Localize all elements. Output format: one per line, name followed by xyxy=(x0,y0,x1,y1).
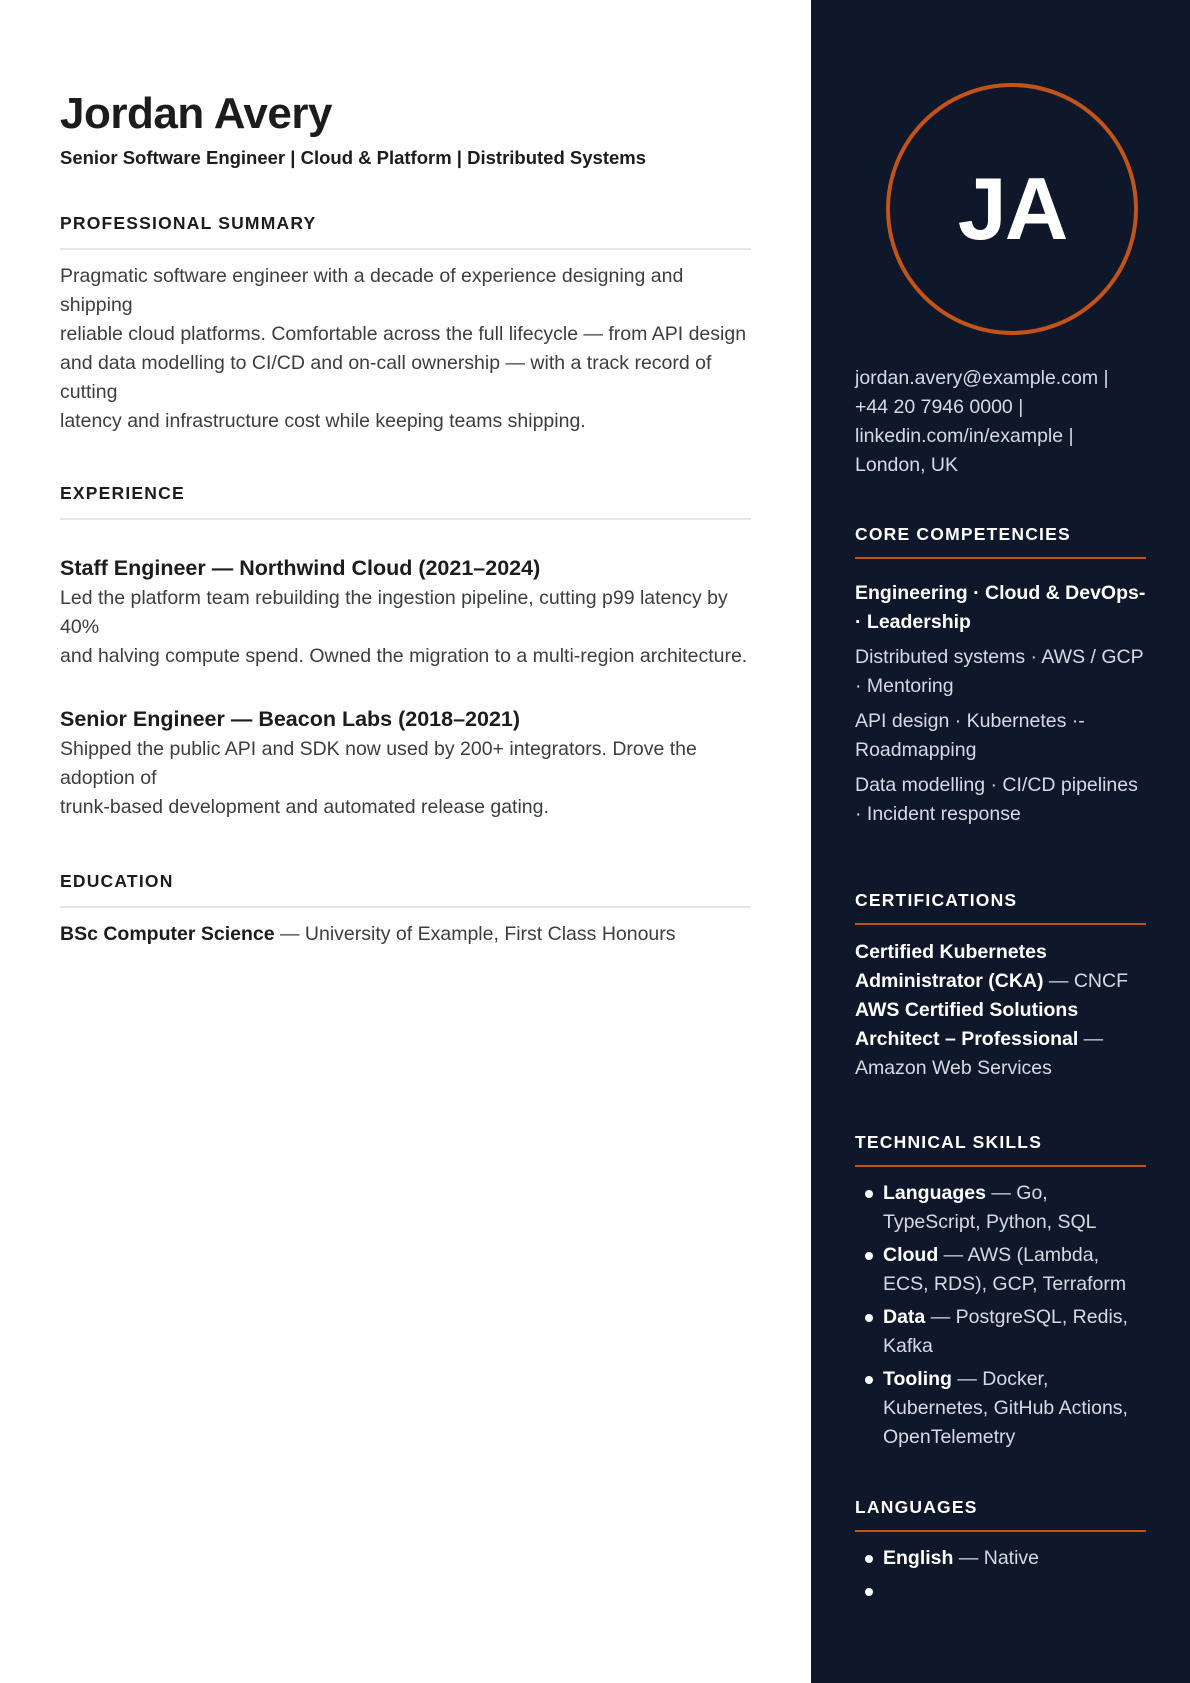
list-item xyxy=(855,1303,1146,1361)
summary-divider xyxy=(60,248,751,250)
avatar-initials: JA xyxy=(957,159,1067,258)
certification-name: AWS Certified Solutions Architect – Professional xyxy=(855,999,1079,1050)
competencies-divider xyxy=(855,557,1146,559)
education-entry xyxy=(60,920,751,948)
languages-divider xyxy=(855,1530,1146,1532)
certifications-list xyxy=(855,938,1146,1083)
job-line: Shipped the public API and SDK now used by 200+ integrators. Drove the adoption of xyxy=(60,738,697,789)
job-entry xyxy=(60,554,751,671)
education-detail: — University of Example, First Class Honours xyxy=(274,923,676,945)
technical-skills-list xyxy=(855,1179,1146,1452)
job-description xyxy=(60,584,752,671)
certification-name: Certified Kubernetes Administrator (CKA) xyxy=(855,941,1047,992)
job-title: Senior Engineer — Beacon Labs (2018–2021) xyxy=(60,707,521,731)
job-line: Led the platform team rebuilding the ingestion pipeline, cutting p99 latency by 40% xyxy=(60,587,728,638)
job-entry xyxy=(60,705,751,822)
skill-label: Cloud xyxy=(883,1244,939,1266)
skill-value: — PostgreSQL, Redis, Kafka xyxy=(883,1306,1128,1357)
language-value: — Native xyxy=(953,1547,1040,1569)
candidate-name: Jordan Avery xyxy=(60,89,332,138)
competencies-heading: CORE COMPETENCIES xyxy=(855,524,1071,544)
certification-item xyxy=(855,938,1146,996)
job-line: and halving compute spend. Owned the migration to a multi-region architecture. xyxy=(60,645,748,667)
summary-text xyxy=(60,262,752,436)
summary-line: Pragmatic software engineer with a decade of experience designing and shipping xyxy=(60,265,684,316)
certifications-heading: CERTIFICATIONS xyxy=(855,890,1018,910)
education-divider xyxy=(60,906,751,908)
certification-item xyxy=(855,996,1146,1083)
summary-heading: PROFESSIONAL SUMMARY xyxy=(60,213,317,233)
skill-label: Tooling xyxy=(883,1368,952,1390)
competency-row: Data modelling · CI/CD pipelines · Incident response xyxy=(855,774,1138,825)
skill-value: — Docker, Kubernetes, GitHub Actions, OpenTelemetry xyxy=(883,1368,1128,1448)
competency-row: Engineering · Cloud & DevOps- · Leadership xyxy=(855,582,1146,633)
job-title: Staff Engineer — Northwind Cloud (2021–2024) xyxy=(60,556,541,580)
candidate-headline: Senior Software Engineer | Cloud & Platform | Distributed Systems xyxy=(60,147,647,168)
avatar xyxy=(886,83,1138,335)
education-heading: EDUCATION xyxy=(60,871,174,891)
summary-line: reliable cloud platforms. Comfortable across the full lifecycle — from API design and data modelling to CI/CD and on-call ownership — with a track record of cutting xyxy=(60,323,747,403)
list-item xyxy=(855,1179,1146,1237)
languages-list xyxy=(855,1544,1146,1606)
list-item xyxy=(855,1577,1146,1606)
list-item xyxy=(855,1544,1146,1573)
skill-label: Data xyxy=(883,1306,926,1328)
job-description xyxy=(60,735,752,822)
certification-issuer: — CNCF xyxy=(1043,970,1128,992)
contact-info: jordan.avery@example.com | +44 20 7946 0000 | linkedin.com/in/example | London, UK xyxy=(855,367,1109,476)
certifications-divider xyxy=(855,923,1146,925)
summary-line: latency and infrastructure cost while keeping teams shipping. xyxy=(60,410,586,432)
list-item xyxy=(855,1365,1146,1452)
technical-skills-divider xyxy=(855,1165,1146,1167)
languages-heading: LANGUAGES xyxy=(855,1497,978,1517)
skill-value: — AWS (Lambda, ECS, RDS), GCP, Terraform xyxy=(883,1244,1127,1295)
list-item xyxy=(855,1241,1146,1299)
competency-row: API design · Kubernetes ·- Roadmapping xyxy=(855,710,1085,761)
technical-skills-heading: TECHNICAL SKILLS xyxy=(855,1132,1043,1152)
skill-value: — Go, TypeScript, Python, SQL xyxy=(883,1182,1097,1233)
competency-row: Distributed systems · AWS / GCP · Mentoring xyxy=(855,646,1144,697)
education-degree: BSc Computer Science xyxy=(60,923,275,945)
language-label: English xyxy=(883,1547,954,1569)
job-line: trunk-based development and automated release gating. xyxy=(60,796,549,818)
certification-issuer: — Amazon Web Services xyxy=(855,1028,1104,1079)
experience-heading: EXPERIENCE xyxy=(60,483,185,503)
sidebar xyxy=(811,0,1190,1683)
experience-divider xyxy=(60,518,751,520)
skill-label: Languages xyxy=(883,1182,986,1204)
